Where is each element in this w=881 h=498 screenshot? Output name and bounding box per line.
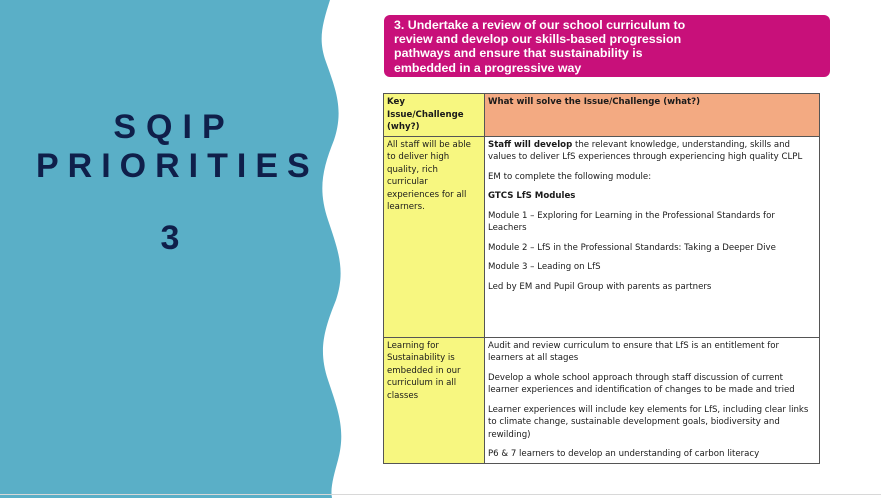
table-row — [384, 136, 820, 337]
issue-cell: Learning for Sustainability is embedded in our curriculum in all classes — [384, 337, 485, 463]
solution-paragraph: Module 1 – Exploring for Learning in the Professional Standards for Leachers — [488, 210, 775, 233]
issue-cell: All staff will be able to deliver high quality, rich curricular experiences for all learners. — [384, 136, 485, 337]
solution-cell — [485, 136, 820, 337]
solution-paragraph: Learner experiences will include key elements for LfS, including clear links to climate change, sustainable development goals, biodiversity and rewilding) — [488, 404, 809, 440]
table-header-row — [384, 94, 820, 137]
solution-cell — [485, 337, 820, 463]
issue-table — [383, 93, 820, 464]
solution-subheading: GTCS LfS Modules — [488, 191, 576, 201]
header-solution: What will solve the Issue/Challenge (what?) — [485, 94, 820, 137]
solution-paragraph: Led by EM and Pupil Group with parents as partners — [488, 281, 712, 292]
solution-paragraph: Develop a whole school approach through staff discussion of current learner experiences and identification of changes to be made and tried — [488, 372, 795, 395]
title-line-sqip: SQIP — [113, 108, 235, 146]
solution-paragraph: Staff will develop the relevant knowledge, understanding, skills and values to deliver LfS experiences through experiencing high quality CLPL — [488, 139, 803, 162]
table-row — [384, 337, 820, 463]
solution-paragraph: EM to complete the following module: — [488, 171, 652, 182]
solution-paragraph: Audit and review curriculum to ensure that LfS is an entitlement for learners at all stages — [488, 340, 780, 363]
solution-paragraph: Module 2 – LfS in the Professional Standards: Taking a Deeper Dive — [488, 242, 776, 253]
slide-bottom-border — [0, 494, 881, 495]
sqip-title — [30, 108, 319, 258]
header-key-issue: Key Issue/Challenge (why?) — [384, 94, 485, 137]
solution-paragraph: Module 3 – Leading on LfS — [488, 262, 601, 272]
solution-paragraph: P6 & 7 learners to develop an understanding of carbon literacy — [488, 449, 760, 459]
banner-text: 3. Undertake a review of our school curriculum to review and develop our skills-based progression pathways and ensure that sustainability is embedded in a progressive way — [394, 18, 686, 75]
priority-number: 3 — [160, 219, 180, 257]
priority-banner — [384, 15, 830, 77]
title-line-priorities: PRIORITIES — [36, 147, 319, 185]
